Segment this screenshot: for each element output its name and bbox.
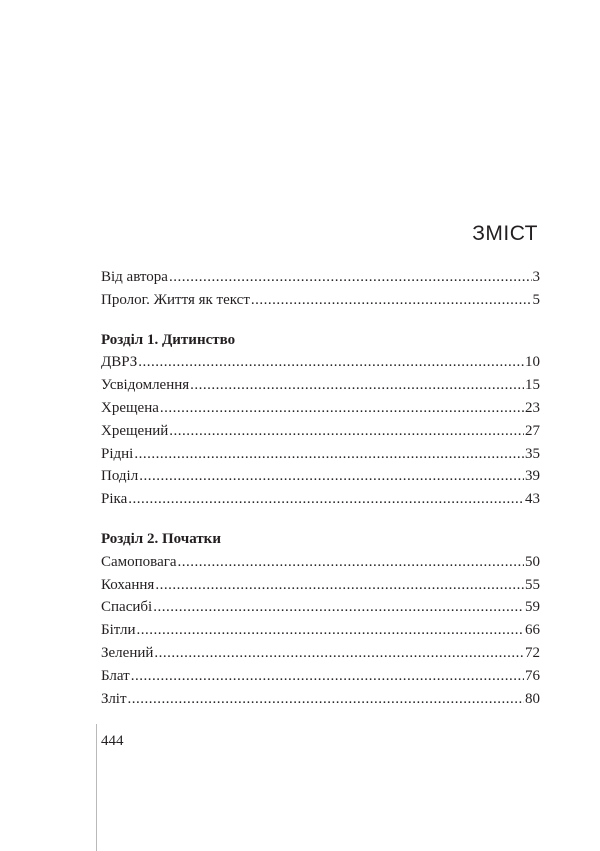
dot-leader [190, 374, 524, 397]
toc-entry [101, 574, 540, 597]
toc-entry [101, 465, 540, 488]
dot-leader [251, 289, 532, 312]
toc-entry [101, 596, 540, 619]
toc-entry-label: Самоповага [101, 553, 177, 570]
toc-entry-intro-1 [101, 266, 540, 289]
margin-rule [96, 724, 97, 851]
toc-entry-label: Поділ [101, 468, 139, 485]
toc-entry-label: Пролог. Життя як текст [101, 291, 250, 308]
toc-entry-label: Зелений [101, 644, 154, 661]
toc-entry-page: 39 [525, 468, 540, 485]
toc-entry-label: Бітли [101, 622, 136, 639]
toc-entry-page: 50 [525, 553, 540, 570]
toc-entry [101, 688, 540, 711]
toc-entry [101, 420, 540, 443]
toc-entry-page: 66 [525, 622, 540, 639]
toc-entry [101, 488, 540, 511]
toc-entry-page: 76 [525, 667, 540, 684]
toc-entry-label: Блат [101, 667, 130, 684]
page-title: ЗМІСТ [472, 222, 538, 245]
toc-entry [101, 619, 540, 642]
dot-leader [155, 574, 524, 597]
section-heading-1: Розділ 1. Дитинство [101, 331, 236, 348]
toc-entry-page: 80 [525, 690, 540, 707]
dot-leader [169, 420, 524, 443]
toc-entry-page: 27 [525, 422, 540, 439]
toc-entry [101, 665, 540, 688]
toc-entry [101, 351, 540, 374]
dot-leader [139, 465, 524, 488]
toc-entry-label: Хрещена [101, 399, 159, 416]
toc-entry-page: 43 [525, 491, 540, 508]
toc-entry-page: 5 [532, 291, 540, 308]
toc-entry-label: Усвідомлення [101, 377, 190, 394]
toc-entry [101, 551, 540, 574]
dot-leader [136, 619, 524, 642]
toc-entry-label: Хрещений [101, 422, 169, 439]
dot-leader [154, 642, 524, 665]
toc-entry [101, 374, 540, 397]
toc-entry [101, 397, 540, 420]
dot-leader [134, 443, 524, 466]
toc-entry-intro-2 [101, 289, 540, 312]
toc-entry-label: Зліт [101, 690, 127, 707]
toc-entry-page: 23 [525, 399, 540, 416]
dot-leader [153, 596, 524, 619]
dot-leader [131, 665, 524, 688]
dot-leader [128, 488, 524, 511]
dot-leader [169, 266, 532, 289]
toc-entry-page: 59 [525, 599, 540, 616]
toc-entry-label: Від автора [101, 269, 168, 285]
toc-entry [101, 443, 540, 466]
toc-entry-label: Рідні [101, 445, 134, 462]
table-of-contents [101, 266, 540, 710]
dot-leader [128, 688, 524, 711]
toc-entry-label: Спасибі [101, 599, 153, 616]
toc-entry-label: Ріка [101, 491, 128, 508]
section-heading-2: Розділ 2. Початки [101, 530, 221, 547]
toc-entry-page: 72 [525, 644, 540, 661]
dot-leader [160, 397, 524, 420]
toc-entry-label: Кохання [101, 576, 155, 593]
toc-entry-label: ДВРЗ [101, 354, 138, 371]
toc-entry-page: 35 [525, 445, 540, 462]
toc-entry-page: 10 [525, 354, 540, 371]
dot-leader [138, 351, 524, 374]
toc-entry-page: 55 [525, 576, 540, 593]
toc-entry-page: 15 [525, 377, 540, 394]
toc-entry-page: 3 [532, 269, 540, 285]
dot-leader [178, 551, 524, 574]
page-number: 444 [101, 733, 124, 749]
toc-entry [101, 642, 540, 665]
